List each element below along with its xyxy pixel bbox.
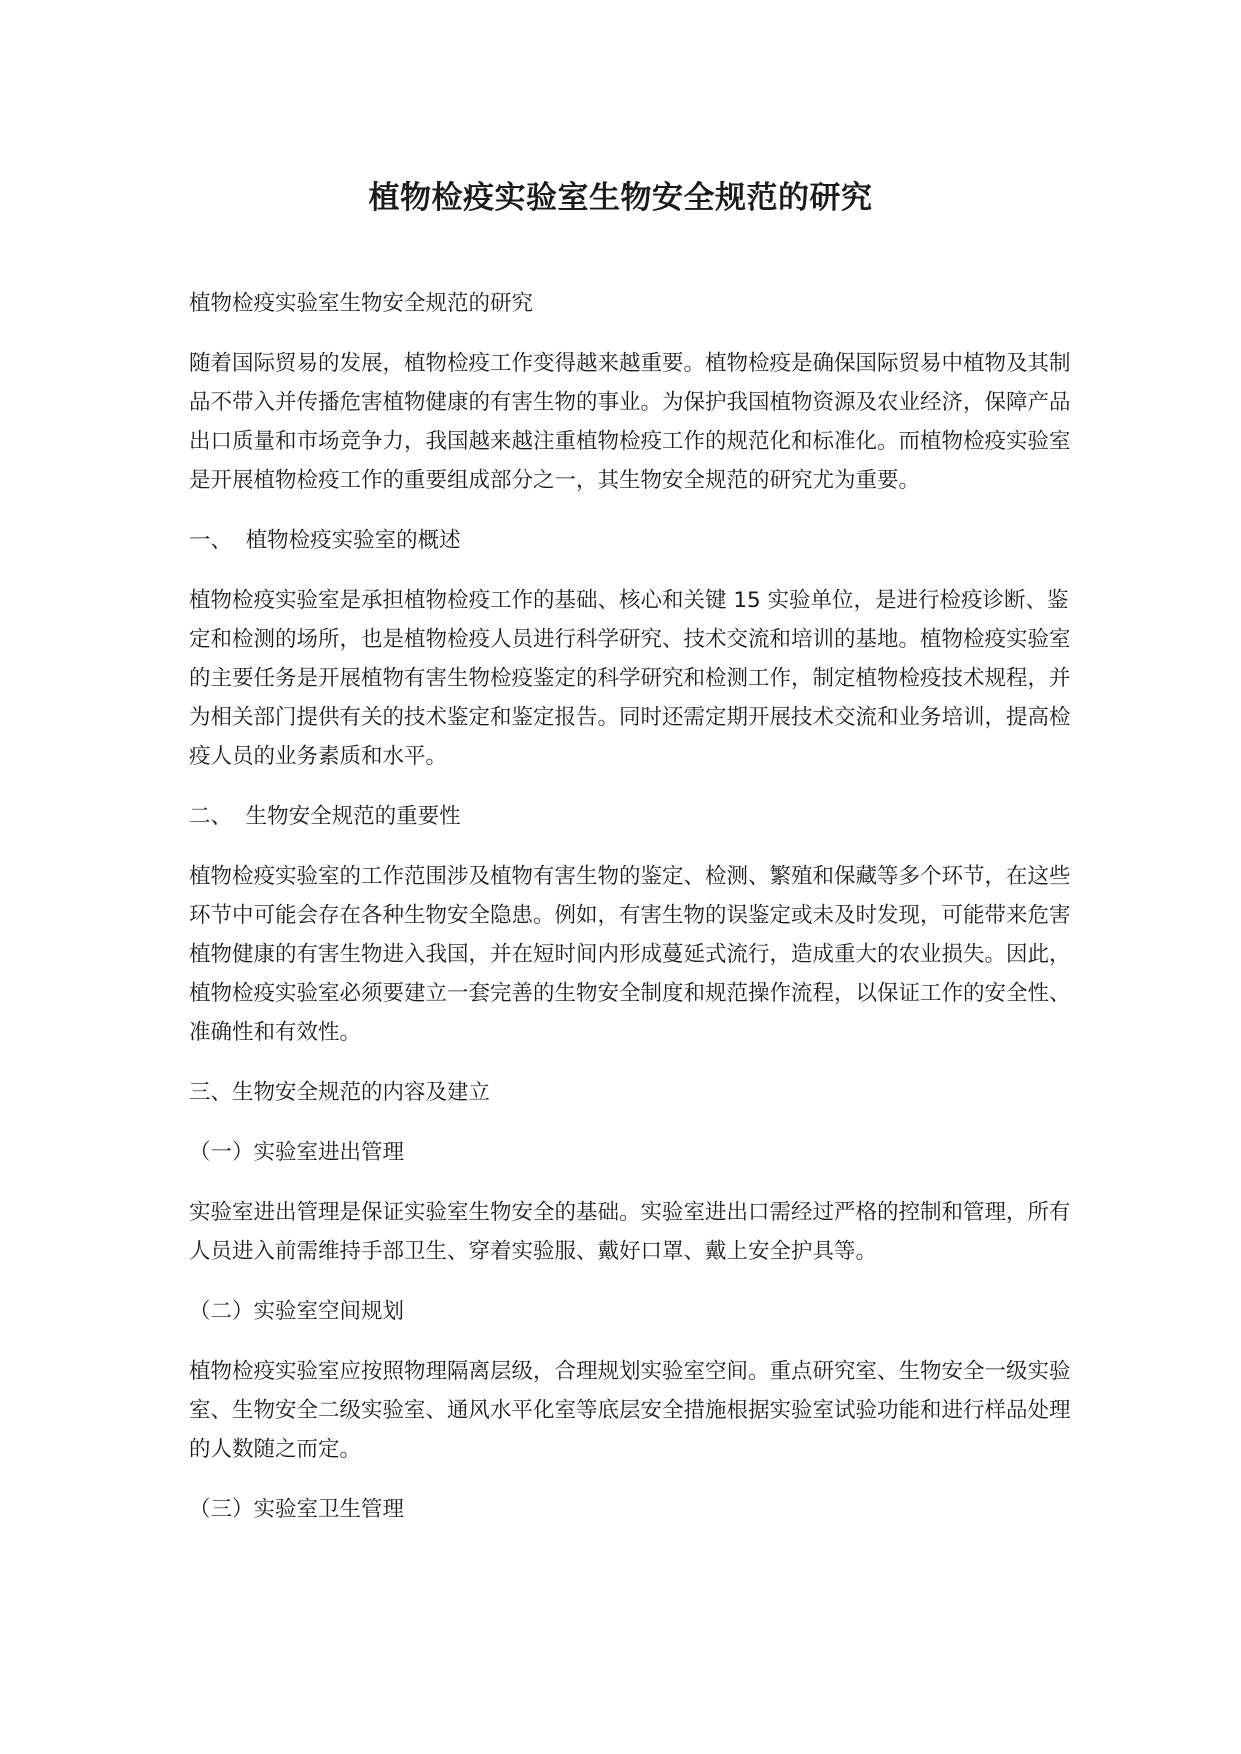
subsection-3-heading: （三）实验室卫生管理	[189, 1497, 405, 1522]
document-body	[189, 284, 1075, 1550]
section-1-paragraph: 植物检疫实验室是承担植物检疫工作的基础、核心和关键 15 实验单位，是进行检疫诊断、鉴定和检测的场所，也是植物检疫人员进行科学研究、技术交流和培训的基地。植物检疫实验室的主要任务是开展植物有害生物检疫鉴定的科学研究和检测工作，制定植物检疫技术规程，并为相关部门提供有关的技术鉴定和鉴定报告。同时还需定期开展技术交流和业务培训，提高检疫人员的业务素质和水平。	[189, 588, 1071, 769]
section-1-heading: 一、 植物检疫实验室的概述	[189, 528, 461, 553]
section-3-heading: 三、生物安全规范的内容及建立	[189, 1080, 491, 1105]
subsection-2-heading: （二）实验室空间规划	[189, 1299, 405, 1324]
subsection-1-heading: （一）实验室进出管理	[189, 1140, 405, 1165]
subsection-2-paragraph: 植物检疫实验室应按照物理隔离层级，合理规划实验室空间。重点研究室、生物安全一级实验室、生物安全二级实验室、通风水平化室等底层安全措施根据实验室试验功能和进行样品处理的人数随之而定。	[189, 1359, 1071, 1462]
subtitle-paragraph: 植物检疫实验室生物安全规范的研究	[189, 291, 534, 316]
section-2-paragraph: 植物检疫实验室的工作范围涉及植物有害生物的鉴定、检测、繁殖和保藏等多个环节，在这些环节中可能会存在各种生物安全隐患。例如，有害生物的误鉴定或未及时发现，可能带来危害植物健康的有害生物进入我国，并在短时间内形成蔓延式流行，造成重大的农业损失。因此，植物检疫实验室必须要建立一套完善的生物安全制度和规范操作流程，以保证工作的安全性、准确性和有效性。	[189, 864, 1071, 1045]
document-title: 植物检疫实验室生物安全规范的研究	[368, 180, 873, 216]
subsection-1-paragraph: 实验室进出管理是保证实验室生物安全的基础。实验室进出口需经过严格的控制和管理，所有人员进入前需维持手部卫生、穿着实验服、戴好口罩、戴上安全护具等。	[189, 1200, 1071, 1264]
intro-paragraph: 随着国际贸易的发展，植物检疫工作变得越来越重要。植物检疫是确保国际贸易中植物及其制品不带入并传播危害植物健康的有害生物的事业。为保护我国植物资源及农业经济，保障产品出口质量和市场竞争力，我国越来越注重植物检疫工作的规范化和标准化。而植物检疫实验室是开展植物检疫工作的重要组成部分之一，其生物安全规范的研究尤为重要。	[189, 351, 1071, 493]
section-2-heading: 二、 生物安全规范的重要性	[189, 804, 461, 829]
